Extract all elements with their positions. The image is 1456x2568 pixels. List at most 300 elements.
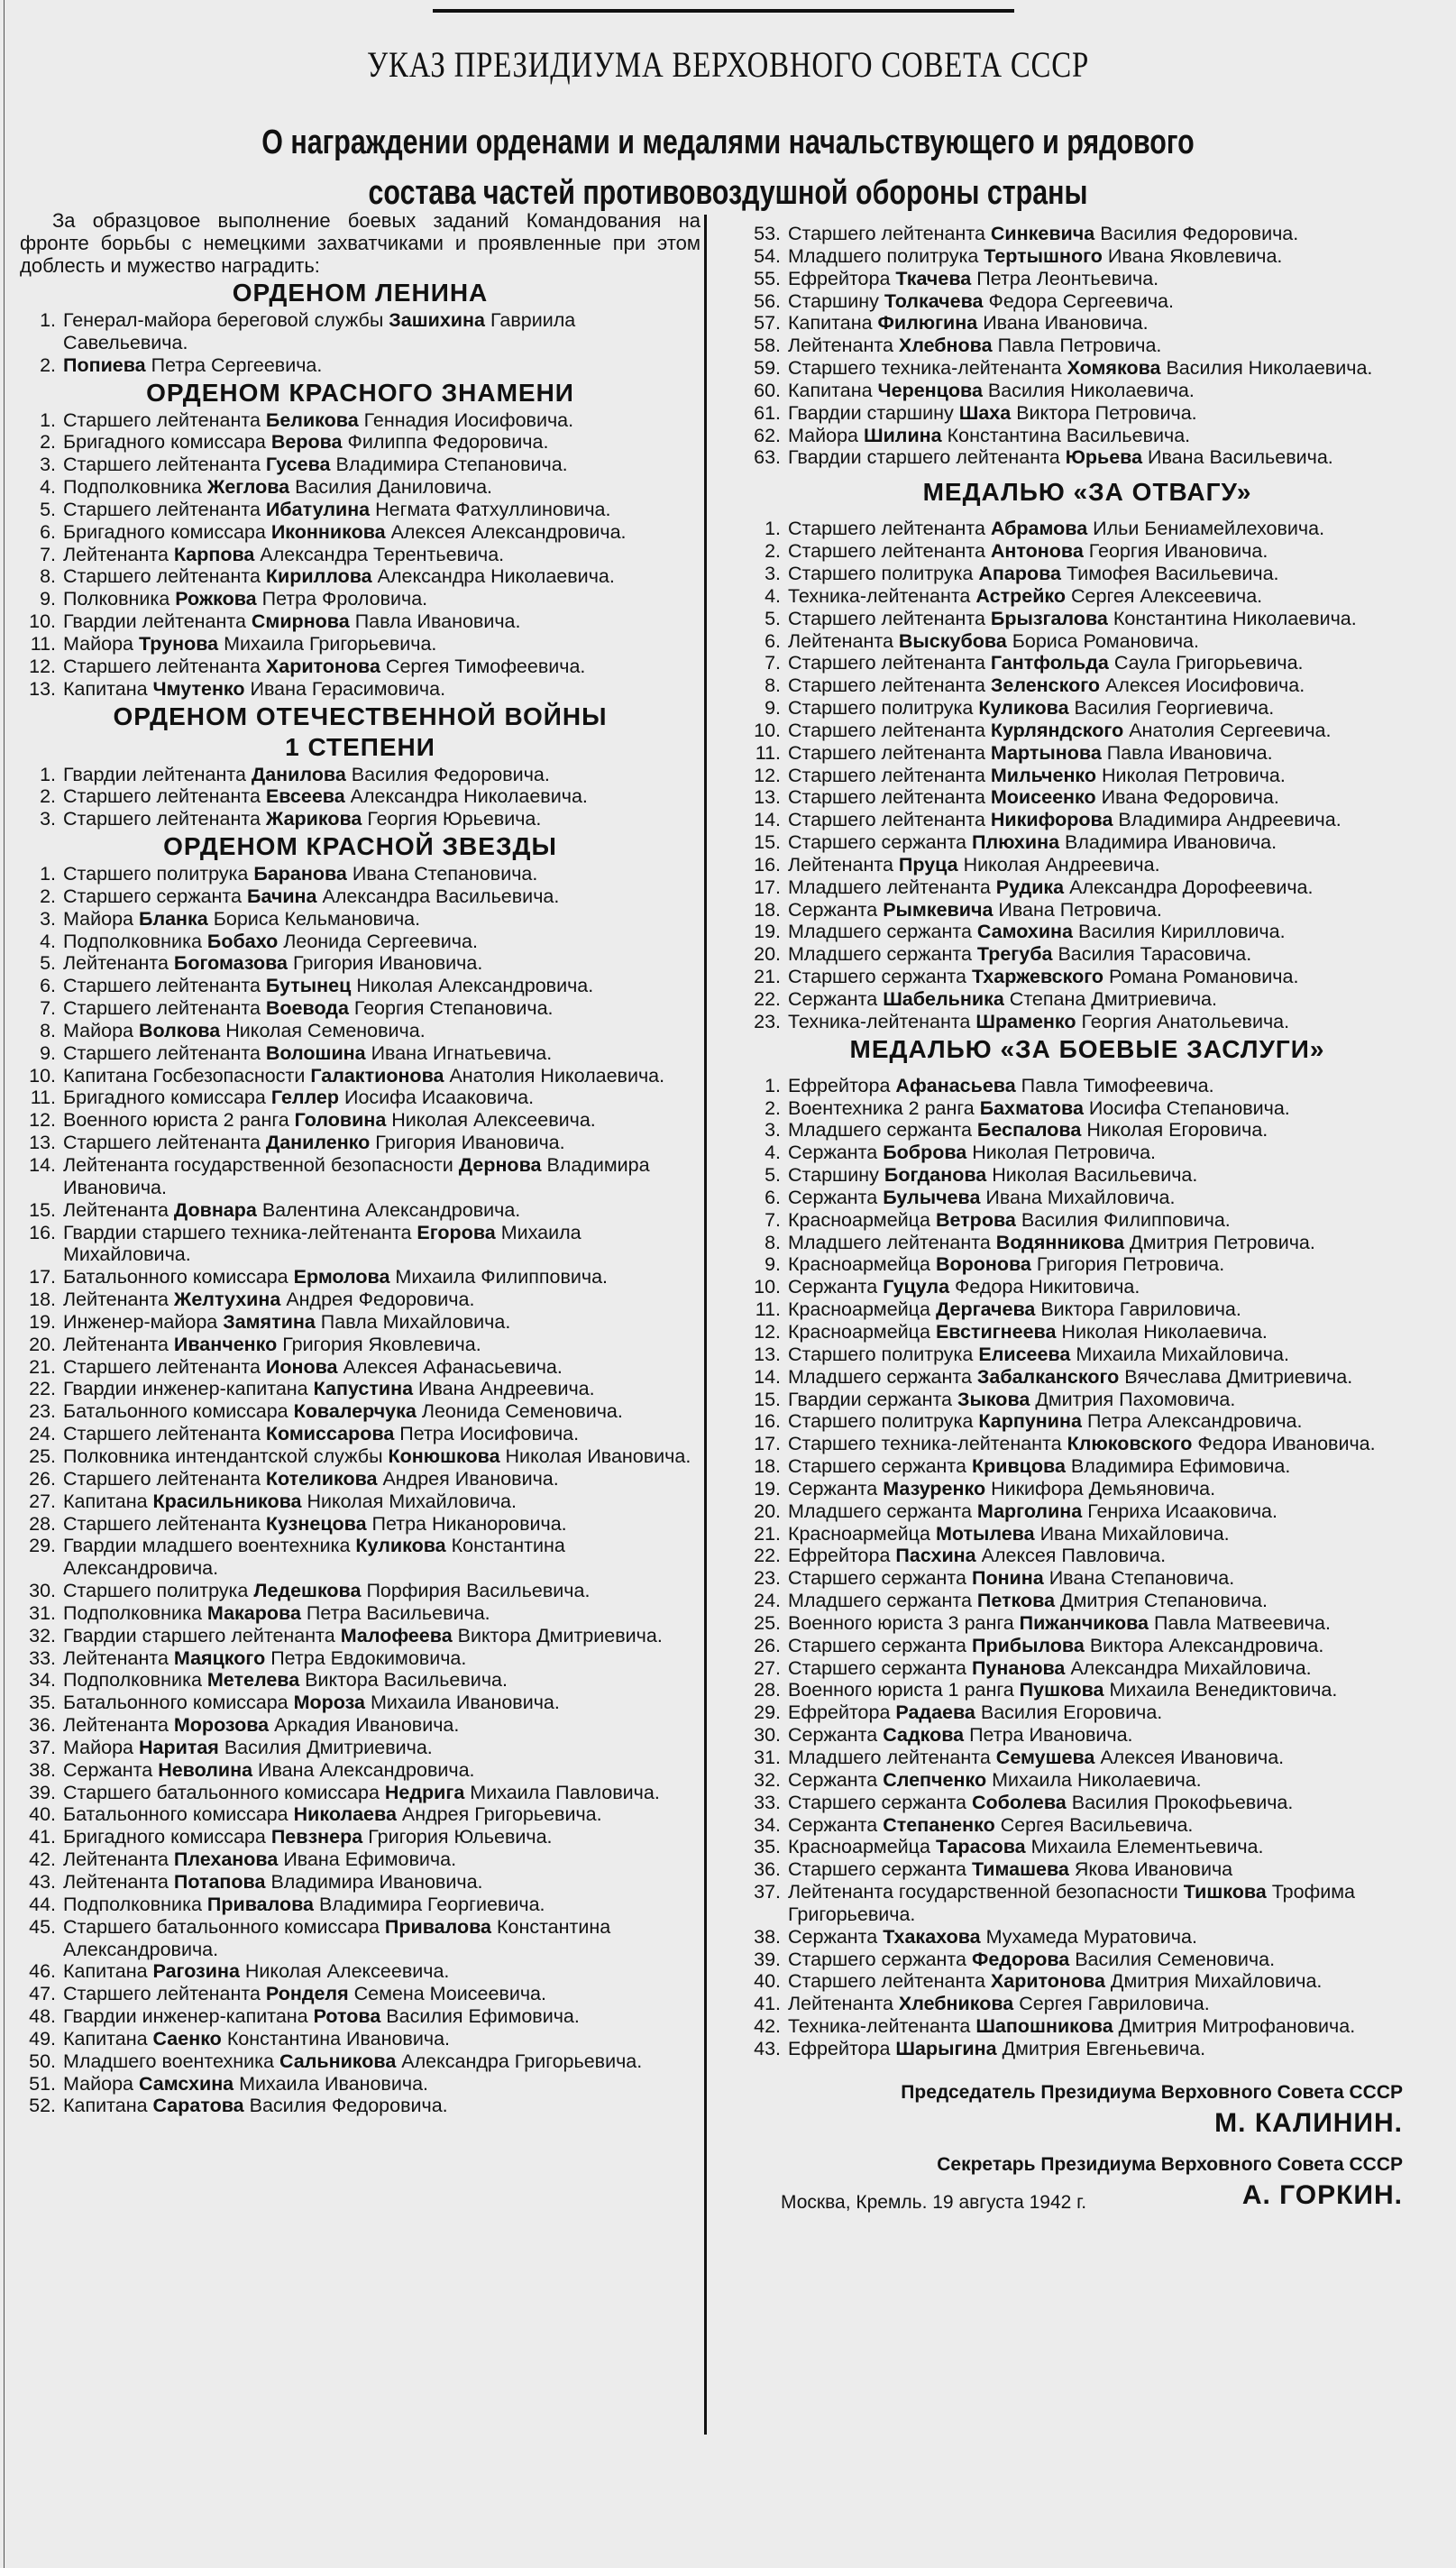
entry-number: 12. [29,655,56,677]
entry-names: Василия Ефимовича. [386,2005,580,2028]
entry-text [788,1011,1430,1033]
entry-number: 63. [754,446,781,469]
entry-rank: Лейтенанта [63,1646,169,1669]
entry-names: Иосифа Степановича. [1088,1096,1290,1119]
entry-surname: Трегуба [976,943,1053,966]
entry-text [788,425,1430,447]
entry-surname: Рагозина [152,1960,240,1983]
entry-text [788,966,1430,988]
entry-names: Георгия Ивановича. [1088,540,1268,563]
entry-surname: Данилова [251,763,346,785]
entry-number: 41. [754,1993,781,2015]
entry-rank: Старшего лейтенанта [63,997,261,1020]
entry-surname: Красильникова [152,1490,302,1512]
entry-text [63,1826,701,1848]
award-entry [20,1266,701,1289]
entry-rank: Младшего воентехника [63,2050,274,2072]
award-entry [745,876,1430,899]
entry-rank: Старшего лейтенанта [788,607,985,629]
entry-names: Федора Ивановича. [1197,1433,1376,1455]
entry-rank: Лейтенанта [63,1871,169,1893]
entry-text [63,808,701,830]
entry-rank: Гвардии лейтенанта [63,763,246,785]
entry-surname: Бобахо [206,930,279,952]
entry-rank: Лейтенанта [788,629,893,652]
award-entry [745,223,1430,245]
award-entry [20,544,701,566]
award-entry [745,1747,1430,1769]
entry-names: Трофима Григорьевича. [788,1881,1355,1925]
entry-rank: Бригадного комиссара [63,1826,266,1848]
entry-rank: Батальонного комиссара [63,1803,288,1826]
entry-text [788,697,1430,720]
award-entry [20,2050,701,2073]
entry-rank: Старшего лейтенанта [63,808,261,830]
entry-text [788,1836,1430,1858]
entry-rank: Техника-лейтенанта [788,584,971,607]
award-entry [745,809,1430,831]
column-divider [704,215,707,2435]
entry-number: 19. [754,1477,781,1500]
entry-rank: Майора [63,632,133,655]
entry-text [788,1612,1430,1635]
entry-number: 25. [29,1444,56,1467]
entry-names: Генриха Исааковича. [1087,1500,1277,1522]
entry-names: Владимира Ивановича. [1065,831,1277,854]
entry-rank: Капитана [788,312,873,335]
entry-text [63,908,701,931]
entry-rank: Гвардии старшего лейтенанта [63,1624,335,1646]
entry-surname: Егорова [417,1221,496,1243]
entry-rank: Красноармейца [788,1208,930,1231]
entry-rank: Генерал-майора береговой службы [63,309,384,331]
entry-text [63,2095,701,2117]
entry-text [63,764,701,786]
entry-surname: Метелева [206,1669,300,1692]
entry-text [63,1647,701,1670]
award-entry [745,1389,1430,1411]
award-entry [20,1871,701,1894]
entry-text [788,652,1430,674]
entry-rank: Старшего лейтенанта [63,454,261,476]
entry-surname: Привалова [384,1915,491,1938]
entry-names: Григория Ивановича. [293,952,483,975]
entry-rank: Лейтенанта [63,1333,169,1355]
entry-names: Петра Никаноровича. [371,1512,567,1535]
entry-text [63,1222,701,1267]
entry-rank: Красноармейца [788,1320,930,1343]
award-entry [745,1321,1430,1344]
entry-number: 15. [754,831,781,854]
entry-names: Саула Григорьевича. [1113,652,1304,674]
entry-names: Михаила Николаевича. [992,1768,1202,1791]
entry-number: 2. [765,1096,781,1119]
entry-rank: Младшего лейтенанта [788,1231,991,1253]
entry-names: Николая Васильевича. [992,1164,1198,1187]
entry-number: 24. [754,1590,781,1612]
entry-names: Василия Егоровича. [980,1701,1163,1724]
award-entry [745,1970,1430,1993]
entry-rank: Сержанта [63,1758,153,1781]
entry-names: Дмитрия Петровича. [1130,1231,1315,1253]
entry-text [63,1266,701,1289]
entry-text [63,354,701,377]
entry-text [788,1500,1430,1523]
award-entry [745,2038,1430,2060]
award-entry [20,1222,701,1267]
entry-number: 59. [754,357,781,380]
entry-names: Виктора Гавриловича. [1040,1298,1241,1321]
entry-text [788,1970,1430,1993]
entry-text [788,1701,1430,1724]
award-entry [745,1209,1430,1232]
entry-rank: Старшего лейтенанта [788,652,985,674]
entry-surname: Бахматова [979,1096,1084,1119]
entry-text [63,1669,701,1692]
entry-surname: Синкевича [990,223,1095,244]
entry-number: 15. [29,1198,56,1221]
award-entry [20,1983,701,2005]
award-entry [745,697,1430,720]
entry-surname: Прибылова [971,1634,1085,1656]
entry-number: 14. [754,809,781,831]
entry-rank: Техника-лейтенанта [788,1010,971,1032]
entry-surname: Геллер [270,1087,340,1109]
award-entry [745,1366,1430,1389]
entry-rank: Полковника [63,588,170,610]
entry-number: 42. [29,1848,56,1871]
award-entry [745,1657,1430,1680]
entry-text [63,309,701,354]
decree-subtitle-line1: О награждении орденами и медалями начальствующего и рядового [261,124,1195,161]
entry-rank: Старшего лейтенанта [63,565,261,588]
entry-number: 36. [29,1714,56,1737]
entry-surname: Бланка [138,907,208,930]
entry-names: Ивана Ивановича. [983,312,1149,335]
award-entry [745,1075,1430,1097]
entry-rank: Лейтенанта [788,1993,893,2015]
entry-surname: Даниленко [265,1132,371,1154]
entry-text [63,1132,701,1154]
entry-surname: Марголина [976,1500,1083,1522]
entry-text [788,335,1430,357]
entry-surname: Капустина [313,1378,414,1400]
award-entry [20,2005,701,2028]
entry-text [63,1199,701,1222]
entry-number: 2. [40,885,56,907]
entry-names: Михаила Венедиктовича. [1109,1679,1338,1701]
entry-number: 11. [755,1298,781,1321]
entry-number: 61. [754,401,781,424]
entry-rank: Старшего лейтенанта [788,540,985,563]
award-entry [20,2073,701,2096]
entry-text [63,1311,701,1334]
award-entry [745,425,1430,447]
entry-number: 21. [29,1355,56,1378]
award-entry [20,1669,701,1692]
entry-rank: Красноармейца [788,1522,930,1545]
entry-names: Федора Никитовича. [955,1276,1140,1298]
entry-names: Александра Михайловича. [1070,1656,1312,1679]
entry-rank: Старшего лейтенанта [788,786,985,809]
entry-surname: Зыкова [957,1388,1030,1410]
entry-number: 12. [754,1320,781,1343]
entry-rank: Подполковника [63,930,202,952]
entry-surname: Воевода [265,997,349,1020]
entry-text [788,786,1430,809]
award-entry [745,742,1430,765]
entry-rank: Младшего политрука [788,244,979,267]
entry-number: 2. [40,785,56,808]
entry-names: Владимира Георгиевича. [318,1893,545,1915]
entry-text [788,1164,1430,1187]
entry-number: 45. [29,1915,56,1938]
entry-number: 30. [29,1580,56,1602]
award-entry [20,863,701,885]
award-entry [20,1087,701,1109]
entry-text [788,899,1430,922]
entry-number: 39. [754,1948,781,1970]
entry-number: 32. [754,1768,781,1791]
award-entry [20,2028,701,2050]
entry-names: Георгия Анатольевича. [1081,1010,1290,1032]
entry-text [788,357,1430,380]
award-entry [20,476,701,499]
entry-names: Константина Васильевича. [947,424,1191,446]
entry-surname: Мороза [293,1692,366,1714]
place-and-date: Москва, Кремль. 19 августа 1942 г. [781,2191,1087,2213]
entry-surname: Ионова [265,1355,338,1378]
award-entry [745,1926,1430,1949]
award-entry [745,1500,1430,1523]
entry-names: Владимира Степановича. [335,454,568,476]
entry-names: Павла Матвеевича. [1153,1611,1331,1634]
entry-names: Василия Федоровича. [351,763,550,785]
entry-rank: Старшего лейтенанта [63,1132,261,1154]
entry-number: 14. [29,1154,56,1176]
entry-names: Григория Петровича. [1036,1253,1225,1276]
entry-surname: Евстигнеева [935,1320,1057,1343]
entry-rank: Старшего лейтенанта [63,655,261,677]
entry-surname: Водянникова [995,1231,1125,1253]
entry-names: Порфирия Васильевича. [366,1580,591,1602]
entry-names: Гавриила Савельевича. [63,309,576,353]
right-column [745,223,1430,2215]
award-entry [20,1894,701,1916]
entry-number: 7. [40,997,56,1020]
entry-surname: Певзнера [270,1826,363,1848]
entry-names: Константина Александровича. [63,1535,565,1580]
entry-surname: Маяцкого [173,1646,266,1669]
entry-text [788,1478,1430,1500]
entry-text [788,765,1430,787]
entry-text [788,563,1430,585]
entry-names: Василия Николаевича. [987,379,1195,401]
entry-surname: Малофеева [340,1624,453,1646]
entry-names: Дмитрия Степановича. [1060,1590,1268,1612]
entry-rank: Лейтенанта [788,335,893,357]
award-heading: МЕДАЛЬЮ «ЗА БОЕВЫЕ ЗАСЛУГИ» [849,1034,1325,1063]
entry-rank: Старшину [788,1164,879,1187]
entry-number: 7. [40,543,56,565]
entry-rank: Военного юриста 1 ранга [788,1679,1014,1701]
entry-surname: Семушева [995,1747,1095,1768]
award-entry [745,1410,1430,1433]
entry-rank: Старшего сержанта [63,885,242,907]
entry-number: 1. [765,518,781,540]
award-entry [745,1253,1430,1276]
entry-text [63,1334,701,1356]
entry-number: 18. [29,1289,56,1311]
entry-number: 52. [29,2095,56,2117]
entry-text [63,1580,701,1602]
entry-text [63,1490,701,1513]
entry-number: 4. [765,584,781,607]
entry-text [63,1289,701,1311]
entry-text [788,1792,1430,1814]
entry-number: 20. [754,943,781,966]
entry-names: Георгия Юрьевича. [367,808,542,830]
entry-number: 26. [29,1467,56,1490]
entry-names: Владимира Ивановича. [63,1154,650,1198]
entry-text [788,1926,1430,1949]
entry-rank: Старшего сержанта [788,1634,966,1656]
award-entry [745,585,1430,608]
entry-text [788,1097,1430,1120]
entry-surname: Мазуренко [883,1477,986,1500]
award-entry [745,1590,1430,1612]
entry-rank: Майора [788,424,858,446]
entry-rank: Лейтенанта государственной безопасности [63,1154,453,1176]
entry-names: Виктора Васильевича. [305,1669,508,1692]
entry-names: Андрея Ивановича. [382,1467,559,1490]
award-entry [20,1580,701,1602]
award-entry [745,1011,1430,1033]
entry-surname: Замятина [223,1310,316,1333]
entry-surname: Моисеенко [990,786,1096,809]
entry-rank: Военного юриста 3 ранга [788,1611,1014,1634]
entry-surname: Комиссарова [265,1423,395,1445]
entry-number: 3. [40,808,56,830]
entry-rank: Младшего лейтенанта [788,1747,991,1768]
entry-names: Сергея Тимофеевича. [385,655,586,677]
award-entry [20,678,701,701]
entry-surname: Абрамова [990,518,1088,540]
entry-surname: Трунова [138,632,219,655]
entry-number: 11. [30,632,56,655]
entry-surname: Бутынец [265,975,352,997]
entry-number: 16. [754,853,781,876]
entry-surname: Никифорова [990,809,1113,831]
entry-rank: Майора [63,1736,133,1758]
award-heading: 1 СТЕПЕНИ [285,732,435,761]
entry-surname: Кузнецова [265,1512,367,1535]
entry-rank: Лейтенанта [63,1198,169,1221]
entry-names: Ивана Михайловича. [1039,1522,1230,1545]
entry-text [63,1759,701,1782]
entry-text [788,1747,1430,1769]
entry-text [788,1276,1430,1298]
entry-names: Михаила Михайловича. [1076,1343,1289,1365]
entry-names: Сергея Васильевича. [1000,1813,1194,1836]
entry-text [63,1154,701,1199]
entry-number: 49. [29,2027,56,2050]
entry-surname: Ковалерчука [293,1400,417,1423]
award-entry [20,2095,701,2117]
entry-text [63,931,701,953]
entry-surname: Баранова [253,863,347,885]
entry-number: 28. [754,1679,781,1701]
entry-names: Константина Ивановича. [226,2027,450,2050]
award-entry [745,1949,1430,1971]
entry-names: Ивана Федоровича. [1101,786,1279,809]
entry-surname: Хлебникова [898,1993,1014,2015]
award-entry [745,1993,1430,2015]
entry-text [788,1590,1430,1612]
entry-number: 20. [754,1500,781,1522]
entry-surname: Ронделя [265,1983,349,2005]
entry-number: 50. [29,2050,56,2072]
entry-surname: Тарасова [935,1836,1026,1858]
award-entry [20,656,701,678]
entry-surname: Тертышного [984,244,1103,267]
entry-surname: Дергачева [935,1298,1036,1321]
award-entry [745,1635,1430,1657]
entry-text [63,1535,701,1580]
entry-text [63,785,701,808]
entry-number: 3. [765,1119,781,1142]
entry-rank: Старшего лейтенанта [788,674,985,697]
entry-names: Романа Романовича. [1109,966,1299,988]
entry-surname: Черенцова [877,379,983,401]
entry-text [788,402,1430,425]
award-entry [745,402,1430,425]
entry-text [63,1378,701,1400]
award-entry [20,1490,701,1513]
award-entry [20,1289,701,1311]
entry-rank: Старшего политрука [788,1343,974,1365]
entry-text [788,742,1430,765]
entry-surname: Гантфольда [990,652,1109,674]
entry-rank: Ефрейтора [788,2037,891,2059]
entry-number: 31. [754,1747,781,1768]
entry-rank: Майора [63,2072,133,2095]
decree-subtitle [146,117,1311,218]
entry-names: Василия Прокофьевича. [1071,1791,1294,1813]
entry-names: Михаила Григорьевича. [224,632,437,655]
entry-surname: Головина [294,1109,387,1132]
entry-surname: Жеглова [206,476,290,499]
award-entry [20,633,701,656]
entry-text [788,674,1430,697]
entry-text [788,2015,1430,2038]
entry-number: 22. [754,988,781,1010]
entry-number: 18. [754,898,781,921]
award-entry [20,1647,701,1670]
entry-text [63,952,701,975]
entry-names: Петра Ивановича. [969,1724,1133,1747]
award-entry [745,1858,1430,1881]
entry-rank: Сержанта [788,1276,878,1298]
award-entry [745,290,1430,313]
award-heading: ОРДЕНОМ ОТЕЧЕСТВЕННОЙ ВОЙНЫ [113,702,608,730]
entry-number: 15. [754,1388,781,1410]
award-entry [745,1187,1430,1209]
entry-rank: Подполковника [63,1601,202,1624]
entry-rank: Старшего лейтенанта [63,1041,261,1064]
entry-text [788,1679,1430,1701]
entry-surname: Тхаржевского [971,966,1104,988]
